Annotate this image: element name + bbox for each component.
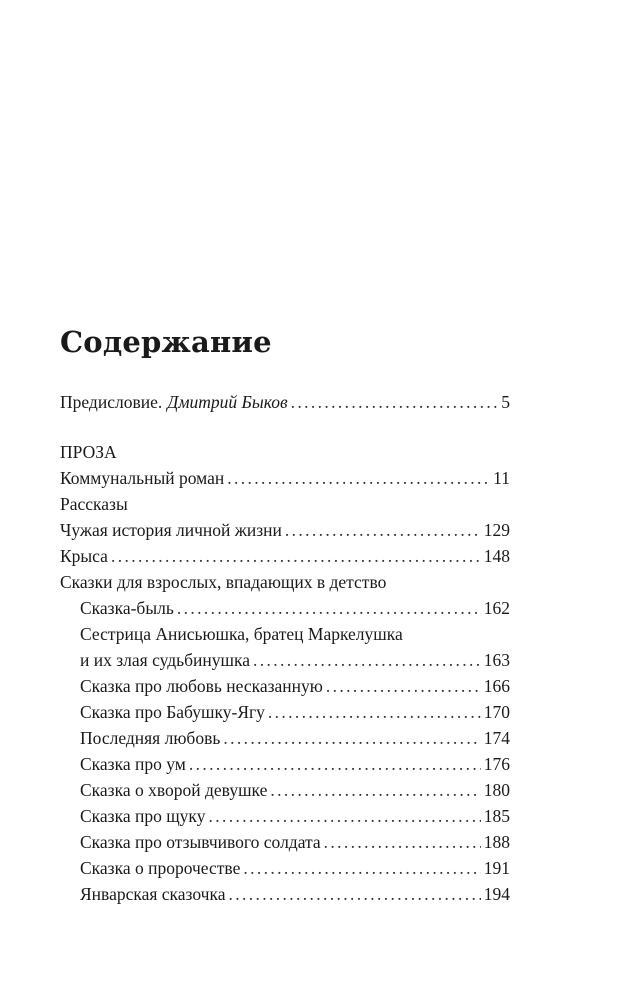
- toc-entry-title: Сказка о пророчестве: [80, 858, 241, 878]
- toc-entry[interactable]: [60, 803, 510, 829]
- toc-entry-page: 11: [493, 468, 510, 488]
- toc-entry-title: Предисловие.: [60, 392, 163, 412]
- toc-entry-page: 176: [483, 754, 510, 774]
- dot-leader: [326, 673, 481, 699]
- toc-entry[interactable]: [60, 855, 510, 881]
- dot-leader: [223, 725, 480, 751]
- toc-entry-title: и их злая судьбинушка: [80, 650, 251, 670]
- toc-entry-title: Сказка про отзывчивого солдата: [80, 832, 321, 852]
- toc-entry[interactable]: [60, 647, 510, 673]
- toc-entry[interactable]: [60, 881, 510, 907]
- toc-entry-title: Последняя любовь: [80, 728, 221, 748]
- dot-leader: [208, 803, 480, 829]
- toc-entry[interactable]: [60, 595, 510, 621]
- toc-entry-novel[interactable]: [60, 465, 510, 491]
- toc-entry-page: 129: [483, 520, 510, 540]
- toc-entry[interactable]: [60, 673, 510, 699]
- dot-leader: [177, 595, 481, 621]
- page-title: Содержание: [60, 325, 272, 359]
- toc-entry-title: Крыса: [60, 546, 108, 566]
- section-heading-prose: ПРОЗА: [60, 442, 117, 462]
- toc-entry-page: 185: [483, 806, 510, 826]
- dot-leader: [227, 465, 490, 491]
- toc-entry[interactable]: [60, 517, 510, 543]
- dot-leader: [268, 699, 481, 725]
- toc-entry-page: 5: [501, 392, 510, 412]
- toc-entry[interactable]: [60, 829, 510, 855]
- toc-entry-page: 174: [483, 728, 510, 748]
- toc-entry-title: Коммунальный роман: [60, 468, 225, 488]
- dot-leader: [189, 751, 481, 777]
- subsection-heading-stories: Рассказы: [60, 494, 128, 514]
- toc-entry[interactable]: [60, 543, 510, 569]
- toc-entry-title: Сказка про Бабушку-Ягу: [80, 702, 265, 722]
- table-of-contents: [60, 389, 510, 907]
- toc-entry-page: 170: [483, 702, 510, 722]
- subsection-heading-tales: Сказки для взрослых, впадающих в детство: [60, 572, 387, 592]
- toc-entry[interactable]: [60, 751, 510, 777]
- toc-entry[interactable]: [60, 699, 510, 725]
- toc-entry-title: Сказка-быль: [80, 598, 174, 618]
- toc-entry-page: 148: [483, 546, 510, 566]
- dot-leader: [111, 543, 481, 569]
- dot-leader: [270, 777, 480, 803]
- toc-entry-page: 191: [483, 858, 510, 878]
- toc-entry-title: Сказка про ум: [80, 754, 186, 774]
- toc-entry-page: 194: [483, 884, 510, 904]
- toc-entry-page: 166: [483, 676, 510, 696]
- dot-leader: [285, 517, 481, 543]
- dot-leader: [243, 855, 480, 881]
- toc-entry[interactable]: [60, 725, 510, 751]
- toc-entry-page: 163: [483, 650, 510, 670]
- toc-entry-title: Чужая история личной жизни: [60, 520, 282, 540]
- toc-entry-title: Январская сказочка: [80, 884, 226, 904]
- toc-entry-title: Сказка про щуку: [80, 806, 206, 826]
- toc-entry-title: Сестрица Анисьюшка, братец Маркелушка: [80, 624, 403, 644]
- dot-leader: [228, 881, 480, 907]
- toc-entry-title: Сказка про любовь несказанную: [80, 676, 323, 696]
- dot-leader: [324, 829, 481, 855]
- toc-entry-author: Дмитрий Быков: [167, 392, 288, 412]
- toc-entry-page: 162: [483, 598, 510, 618]
- dot-leader: [291, 389, 499, 415]
- toc-entry-title: Сказка о хворой девушке: [80, 780, 268, 800]
- toc-entry-page: 188: [483, 832, 510, 852]
- toc-entry-preface[interactable]: [60, 389, 510, 415]
- toc-entry[interactable]: [60, 777, 510, 803]
- toc-entry-title-line[interactable]: [60, 621, 510, 647]
- toc-entry-page: 180: [483, 780, 510, 800]
- dot-leader: [253, 647, 481, 673]
